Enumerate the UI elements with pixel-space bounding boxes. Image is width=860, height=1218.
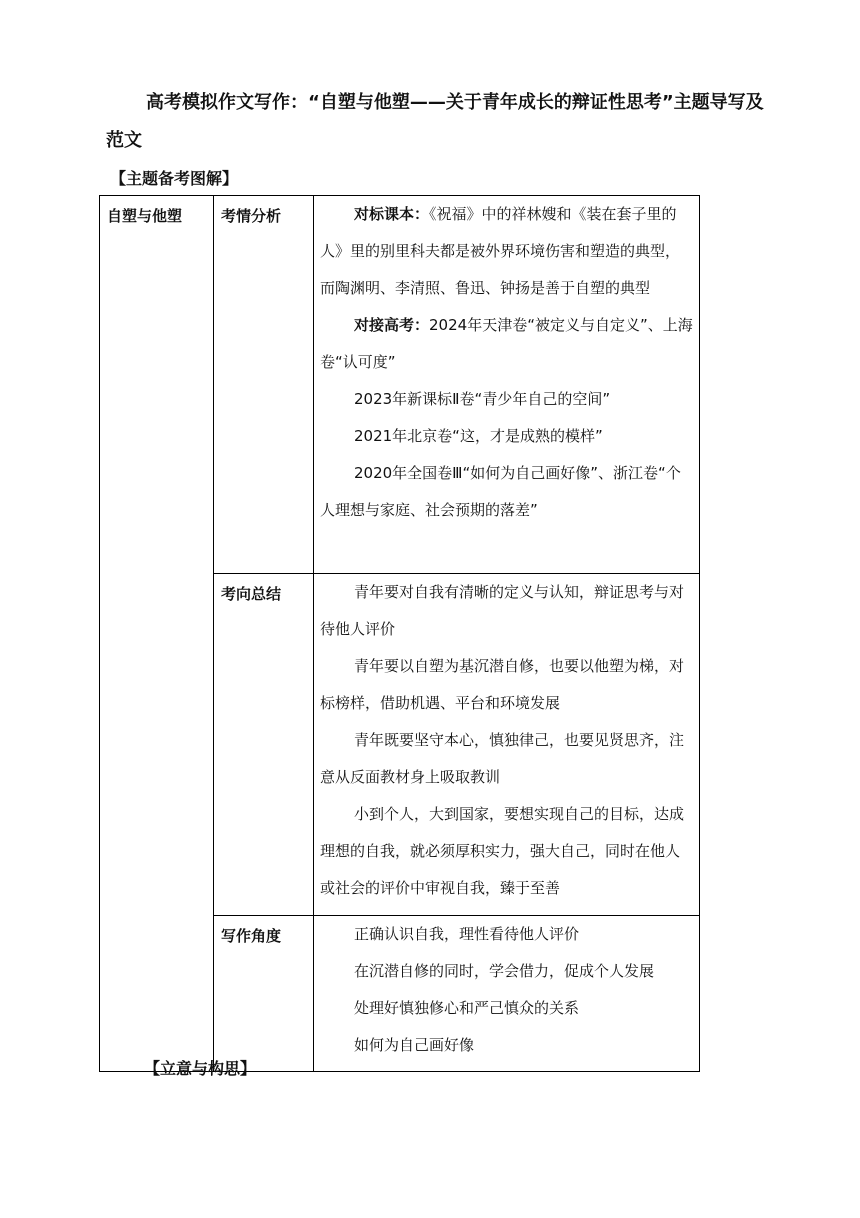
topic-table [99, 195, 700, 1072]
paragraph [320, 307, 693, 381]
paragraph [320, 196, 693, 307]
row-content [314, 574, 700, 916]
paragraph: 小到个人，大到国家，要想实现自己的目标，达成理想的自我，就必须厚积实力，强大自己，同时在他人或社会的评价中审视自我，臻于至善 [320, 805, 685, 897]
paragraph: 青年要对自我有清晰的定义与认知，辩证思考与对待他人评价 [320, 583, 685, 638]
paragraph [320, 418, 693, 455]
paragraph [320, 381, 693, 418]
row-label: 考情分析 [214, 196, 314, 574]
paragraph: 在沉潜自修的同时，学会借力，促成个人发展 [354, 962, 655, 980]
topic-cell: 自塑与他塑 [100, 196, 214, 1072]
paragraph-bold: 对接高考： [354, 316, 430, 334]
row-content [314, 916, 700, 1072]
row-label: 写作角度 [214, 916, 314, 1072]
row-label: 考向总结 [214, 574, 314, 916]
paragraph: 青年既要坚守本心，慎独律己，也要见贤思齐，注意从反面教材身上吸取教训 [320, 731, 685, 786]
paragraph-text: 2020年全国卷Ⅲ“如何为自己画好像”、浙江卷“个人理想与家庭、社会预期的落差” [320, 464, 681, 519]
table-row [100, 196, 700, 574]
paragraph: 处理好慎独修心和严己慎众的关系 [354, 999, 580, 1017]
paragraph-bold: 对标课本： [354, 205, 430, 223]
paragraph-text: 2024年天津卷“被定义与自定义”、上海卷“认可度” [320, 316, 693, 371]
row-content [314, 196, 700, 574]
paragraph-text: 《祝福》中的祥林嫂和《装在套子里的人》里的别里科夫都是被外界环境伤害和塑造的典型，而陶渊明、李清照、鲁迅、钟扬是善于自塑的典型 [320, 205, 681, 297]
paragraph-text: 2023年新课标Ⅱ卷“青少年自己的空间” [354, 390, 611, 408]
section-heading-topic-diagram: 【主题备考图解】 [110, 169, 239, 188]
section-heading-conception: 【立意与构思】 [144, 1059, 257, 1078]
paragraph [320, 455, 693, 529]
paragraph: 如何为自己画好像 [354, 1036, 475, 1054]
document-title: 高考模拟作文写作：“自塑与他塑——关于青年成长的辩证性思考”主题导写及范文 [106, 92, 764, 151]
paragraph: 正确认识自我，理性看待他人评价 [354, 925, 580, 943]
paragraph-text: 2021年北京卷“这，才是成熟的模样” [354, 427, 603, 445]
paragraph: 青年要以自塑为基沉潜自修，也要以他塑为梯，对标榜样，借助机遇、平台和环境发展 [320, 657, 685, 712]
